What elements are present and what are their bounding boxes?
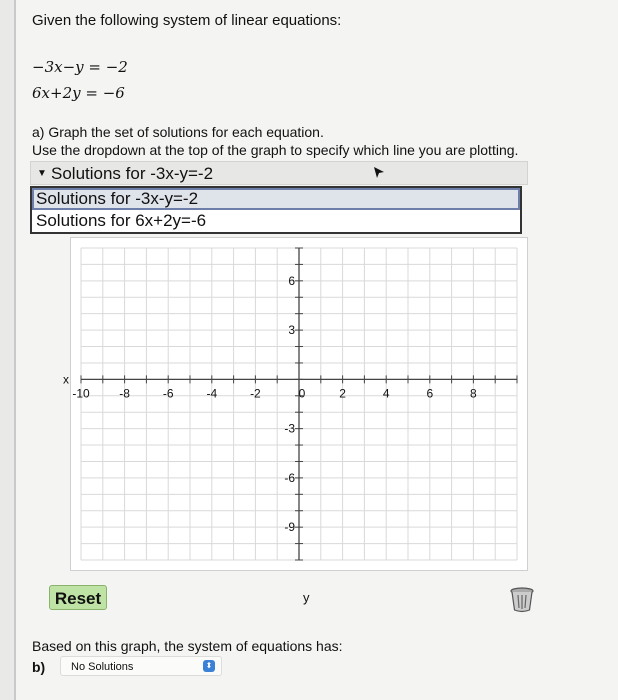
line-select-dropdown[interactable] — [30, 161, 528, 185]
y-axis-label: y — [303, 590, 310, 605]
intro-text: Given the following system of linear equations: — [32, 12, 342, 29]
equation-1: −3x−y = −2 — [32, 58, 128, 76]
x-tick-label: 8 — [470, 386, 477, 401]
mouse-cursor-icon — [372, 166, 386, 180]
dropdown-options-list — [30, 186, 522, 234]
dropdown-selected-value: Solutions for -3x-y=-2 — [51, 164, 214, 183]
y-tick-label: -9 — [284, 520, 295, 535]
x-tick-label: 4 — [382, 386, 390, 401]
x-tick-label: 6 — [426, 386, 434, 401]
graph-area[interactable] — [63, 237, 528, 571]
equation-2: 6x+2y = −6 — [32, 84, 125, 102]
dropdown-option-eq2[interactable]: Solutions for 6x+2y=-6 — [36, 211, 207, 230]
problem-page — [14, 0, 618, 700]
reset-button[interactable]: Reset — [49, 585, 107, 610]
y-tick-label: -3 — [284, 421, 295, 436]
part-a-text: a) Graph the set of solutions for each equation. — [32, 124, 324, 140]
instruction-text: Use the dropdown at the top of the graph to specify which line you are plotting. — [32, 142, 519, 158]
x-tick-label: -4 — [206, 386, 218, 401]
x-tick-label: -2 — [250, 386, 261, 401]
dropdown-option-eq1[interactable]: Solutions for -3x-y=-2 — [32, 188, 520, 210]
trash-icon[interactable] — [508, 585, 536, 613]
caret-down-icon: ▼ — [37, 168, 47, 179]
x-tick-label: -8 — [119, 386, 130, 401]
select-arrows-icon: ⬍ — [203, 660, 215, 672]
x-tick-label: -6 — [162, 386, 174, 401]
x-axis-label: x — [63, 372, 69, 387]
solution-type-value: No Solutions — [71, 661, 134, 673]
y-tick-label: 6 — [288, 273, 295, 288]
coordinate-grid[interactable] — [63, 238, 527, 570]
y-tick-label: 3 — [288, 323, 295, 338]
part-b-question: Based on this graph, the system of equations has: — [32, 638, 343, 654]
part-b-label: b) — [32, 659, 46, 675]
x-tick-label: 2 — [339, 386, 346, 401]
solution-type-select[interactable] — [60, 656, 222, 676]
x-tick-label: 0 — [298, 386, 306, 401]
x-tick-label: -10 — [72, 386, 90, 401]
y-tick-label: -6 — [284, 470, 295, 485]
